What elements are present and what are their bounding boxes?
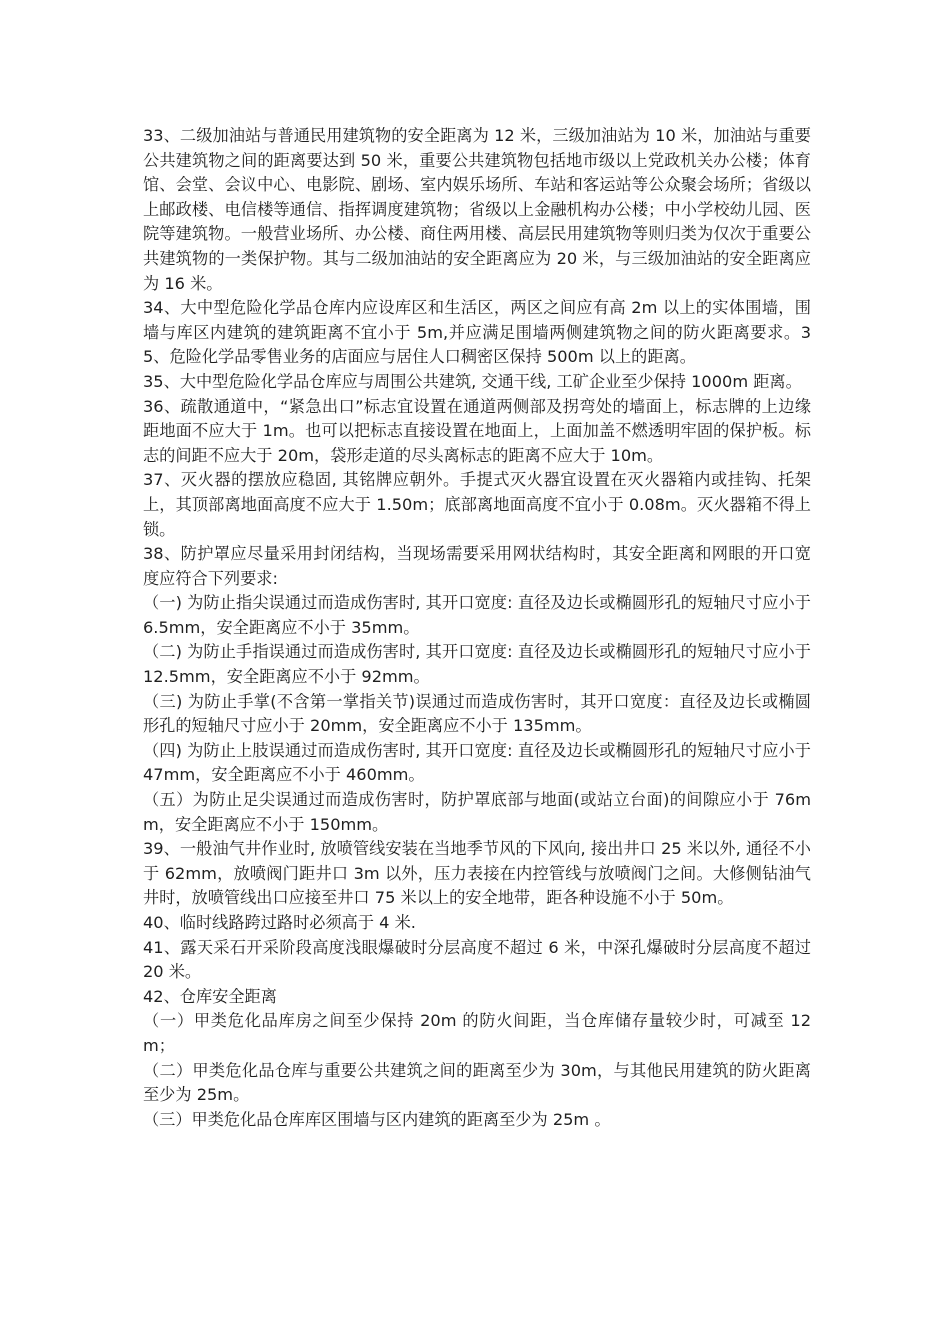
- paragraph-38-guard-structure: 38、防护罩应尽量采用封闭结构，当现场需要采用网状结构时，其安全距离和网眼的开口宽度应符合下列要求:: [143, 544, 811, 588]
- paragraph-39-oil-well: 39、一般油气井作业时, 放喷管线安装在当地季节风的下风向, 接出井口 25 米以外, 通径不小于 62mm，放喷阀门距井口 3m 以外，压力表接在内控管线与放喷阀门之间。大修侧钻油气井时，放喷管线出口应接至井口 75 米以上的安全地带，距各种设施不小于 50m。: [143, 839, 811, 908]
- paragraph-38-item-5: （五）为防止足尖误通过而造成伤害时，防护罩底部与地面(或站立台面)的间隙应小于 76mm，安全距离应不小于 150mm。: [143, 790, 811, 834]
- paragraph-37-fire-extinguisher: 37、灭火器的摆放应稳固, 其铭牌应朝外。手提式灭火器宜设置在灭火器箱内或挂钩、托架上，其顶部离地面高度不应大于 1.50m；底部离地面高度不宜小于 0.08m。灭火器箱不得上锁。: [143, 470, 811, 539]
- paragraph-38-item-2: （二) 为防止手指误通过而造成伤害时, 其开口宽度: 直径及边长或椭圆形孔的短轴尺寸应小于 12.5mm，安全距离应不小于 92mm。: [143, 642, 811, 687]
- paragraph-33-gas-station-distance: 33、二级加油站与普通民用建筑物的安全距离为 12 米，三级加油站为 10 米，加油站与重要公共建筑物之间的距离要达到 50 米，重要公共建筑物包括地市级以上党政机关办公楼；体育馆、会堂、会议中心、电影院、剧场、室内娱乐场所、车站和客运站等公众聚会场所；省级以上邮政楼、电信楼等通信、指挥调度建筑物；省级以上金融机构办公楼；中小学校幼儿园、医院等建筑物。一般营业场所、办公楼、商住两用楼、高层民用建筑物等则归类为仅次于重要公共建筑物的一类保护物。其与二级加油站的安全距离应为 20 米，与三级加油站的安全距离应为 16 米。: [143, 126, 811, 293]
- paragraph-38-item-4: （四) 为防止上肢误通过而造成伤害时, 其开口宽度: 直径及边长或椭圆形孔的短轴尺寸应小于 47mm，安全距离应不小于 460mm。: [143, 740, 811, 785]
- paragraph-34-warehouse-zoning: 34、大中型危险化学品仓库内应设库区和生活区，两区之间应有高 2m 以上的实体围墙，围墙与库区内建筑的建筑距离不宜小于 5m,并应满足围墙两侧建筑物之间的防火距离要求。35、危险化学品零售业务的店面应与居住人口稠密区保持 500m 以上的距离。: [143, 298, 811, 367]
- paragraph-42-warehouse-distance: 42、仓库安全距离: [143, 986, 277, 1006]
- paragraph-40-temporary-lines: 40、临时线路跨过路时必须高于 4 米.: [143, 913, 416, 932]
- paragraph-38-item-1: （一) 为防止指尖误通过而造成伤害时, 其开口宽度: 直径及边长或椭圆形孔的短轴尺寸应小于 6.5mm，安全距离应不小于 35mm。: [143, 593, 811, 637]
- document-body: [143, 124, 811, 1132]
- paragraph-35-warehouse-public-distance: 35、大中型危险化学品仓库应与周围公共建筑, 交通干线, 工矿企业至少保持 1000m 距离。: [143, 371, 802, 391]
- paragraph-38-item-3: （三) 为防止手掌(不含第一掌指关节)误通过而造成伤害时，其开口宽度：直径及边长或椭圆形孔的短轴尺寸应小于 20mm，安全距离应不小于 135mm。: [143, 691, 811, 736]
- paragraph-42-item-1: （一）甲类危化品库房之间至少保持 20m 的防火间距，当仓库储存量较少时，可减至 12m；: [143, 1011, 811, 1055]
- paragraph-42-item-2: （二）甲类危化品仓库与重要公共建筑之间的距离至少为 30m，与其他民用建筑的防火距离至少为 25m。: [143, 1060, 811, 1105]
- paragraph-42-item-3: （三）甲类危化品仓库库区围墙与区内建筑的距离至少为 25m 。: [143, 1109, 611, 1129]
- paragraph-36-evacuation-signs: 36、疏散通道中，“紧急出口”标志宜设置在通道两侧部及拐弯处的墙面上，标志牌的上边缘距地面不应大于 1m。也可以把标志直接设置在地面上，上面加盖不燃透明牢固的保护板。标志的间距不应大于 20m，袋形走道的尽头离标志的距离不应大于 10m。: [143, 396, 811, 465]
- paragraph-41-quarry-blasting: 41、露天采石开采阶段高度浅眼爆破时分层高度不超过 6 米，中深孔爆破时分层高度不超过 20 米。: [143, 937, 811, 982]
